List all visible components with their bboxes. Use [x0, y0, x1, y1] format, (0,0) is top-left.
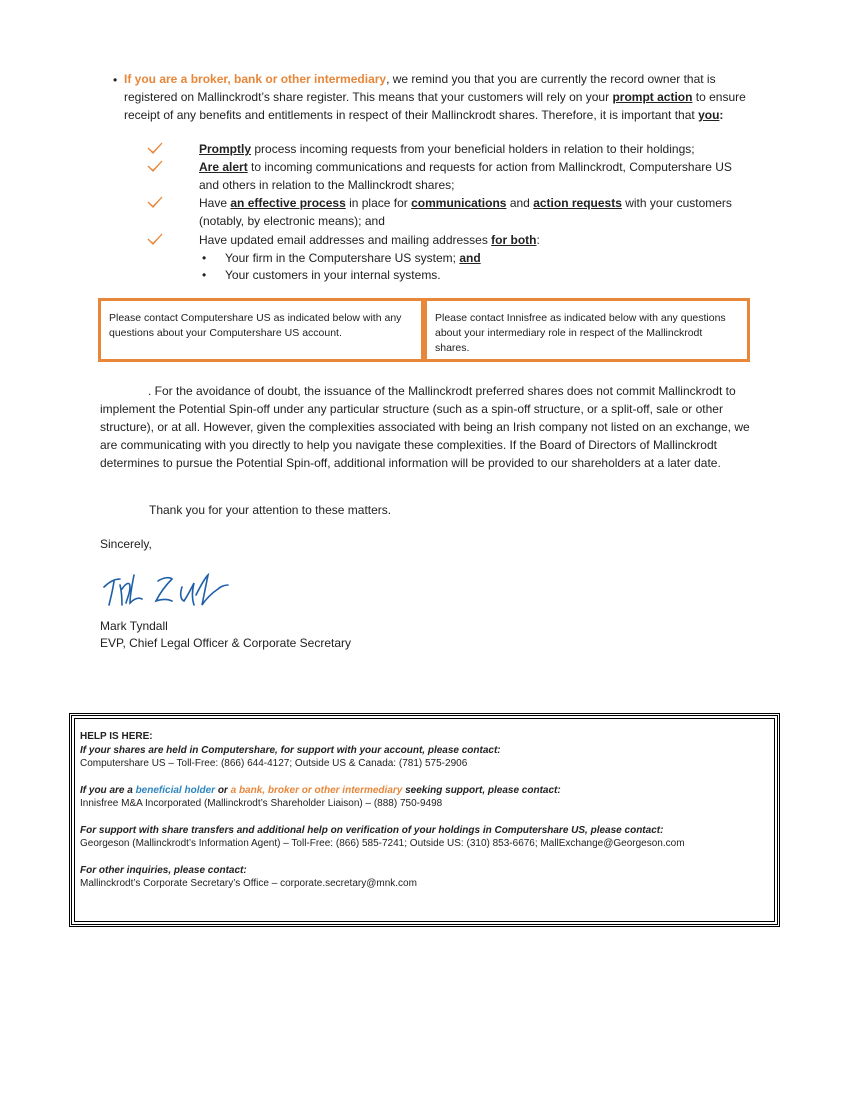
thanks-line: Thank you for your attention to these matters.: [149, 503, 392, 517]
avoidance-paragraph: . For the avoidance of doubt, the issuance of the Mallinckrodt preferred shares does not commit Mallinckrodt to implement the Potential Spin-off under any particular structure (such as a spin-off structure, or a split-off, sale or other structure), or at all. However, given the complexities associated with being an Irish company not listed on an exchange, we are communicating with you directly to help you navigate these complexities. If the Board of Directors of Mallinckrodt determines to pursue the Potential Spin-off, additional information will be provided to our shareholders at a later date.: [100, 384, 750, 470]
item-bold: for both: [491, 233, 537, 247]
checklist-item: [199, 231, 751, 249]
sub-bullet-dot: •: [202, 268, 207, 282]
sub-item-bold: and: [459, 251, 481, 265]
broker-bullet-intro: [124, 70, 754, 124]
help-content: [80, 730, 775, 891]
help-section-title: For other inquiries, please contact:: [80, 864, 247, 876]
beneficial-holder-text: beneficial holder: [135, 784, 216, 796]
item-bold: an effective process: [230, 196, 346, 210]
intro-text-2: to ensure receipt of any benefits and entitlements in respect of their Mallinckrodt shares. Therefore, it is important that: [124, 90, 746, 122]
help-s2-post: seeking support, please contact:: [402, 784, 561, 796]
closing: Sincerely,: [100, 537, 152, 551]
item-text: process incoming requests from your beneficial holders in relation to their holdings;: [251, 142, 695, 156]
item-text: to incoming communications and requests for action from Mallinckrodt, Computershare US and others in relation to the Mallinckrodt shares;: [199, 160, 732, 192]
signer-title: EVP, Chief Legal Officer & Corporate Secretary: [100, 636, 352, 650]
signer-name: Mark Tyndall: [100, 619, 168, 633]
item-bold: action requests: [533, 196, 622, 210]
help-s2-or: or: [215, 784, 231, 796]
prompt-action: prompt action: [612, 90, 693, 104]
checklist-item: [199, 194, 751, 230]
help-section-body: Computershare US – Toll-Free: (866) 644-4127; Outside US & Canada: (781) 575-2906: [80, 758, 468, 769]
sub-item: [225, 249, 481, 267]
sub-item-text: Your firm in the Computershare US system;: [225, 251, 460, 265]
help-heading: HELP IS HERE:: [80, 731, 153, 742]
item-text: Have updated email addresses and mailing addresses: [199, 233, 492, 247]
help-section-body: Mallinckrodt’s Corporate Secretary’s Office – corporate.secretary@mnk.com: [80, 878, 417, 889]
help-s2-pre: If you are a: [80, 784, 136, 796]
item-text: with your customers (notably, by electronic means); and: [199, 196, 732, 228]
you-emphasis: you: [698, 108, 720, 122]
intro-text-1: , we remind you that you are currently the record owner that is registered on Mallinckrodt’s share register. This means that your customers will rely on your: [124, 72, 716, 104]
help-section-body: Georgeson (Mallinckrodt’s Information Agent) – Toll-Free: (866) 585-7241; Outside US: (310) 853-6676; MallExchange@Georgeson.com: [80, 838, 685, 849]
bullet-dot: •: [113, 73, 118, 87]
item-text: :: [536, 233, 540, 247]
item-bold: communications: [411, 196, 507, 210]
computershare-contact-box: Please contact Computershare US as indicated below with any questions about your Computershare US account.: [98, 298, 424, 362]
checkmark-icon: [146, 141, 166, 155]
help-section-body: Innisfree M&A Incorporated (Mallinckrodt’s Shareholder Liaison) – (888) 750-9498: [80, 798, 443, 809]
checklist-item: [199, 158, 751, 194]
checkmark-icon: [146, 159, 166, 173]
sub-item-text: Your customers in your internal systems.: [225, 268, 441, 282]
item-bold: Promptly: [199, 142, 252, 156]
signature-image: [100, 565, 250, 615]
innisfree-contact-box: Please contact Innisfree as indicated below with any questions about your intermediary role in respect of the Mallinckrodt shares.: [424, 298, 750, 362]
item-text: in place for: [345, 196, 412, 210]
broker-lead: If you are a broker, bank or other intermediary: [124, 72, 387, 86]
item-bold: Are alert: [199, 160, 248, 174]
help-section-title: For support with share transfers and additional help on verification of your holdings in Computershare US, please contact:: [80, 824, 664, 836]
item-text: and: [506, 196, 534, 210]
checklist-item: [199, 140, 751, 158]
help-section-title: [80, 784, 775, 798]
intermediary-text: a bank, broker or other intermediary: [230, 784, 403, 796]
help-section-title: If your shares are held in Computershare, for support with your account, please contact:: [80, 744, 501, 756]
checkmark-icon: [146, 232, 166, 246]
item-text: Have: [199, 196, 231, 210]
checkmark-icon: [146, 195, 166, 209]
sub-item: [225, 266, 441, 284]
sub-bullet-dot: •: [202, 251, 207, 265]
intro-colon: :: [719, 108, 724, 122]
